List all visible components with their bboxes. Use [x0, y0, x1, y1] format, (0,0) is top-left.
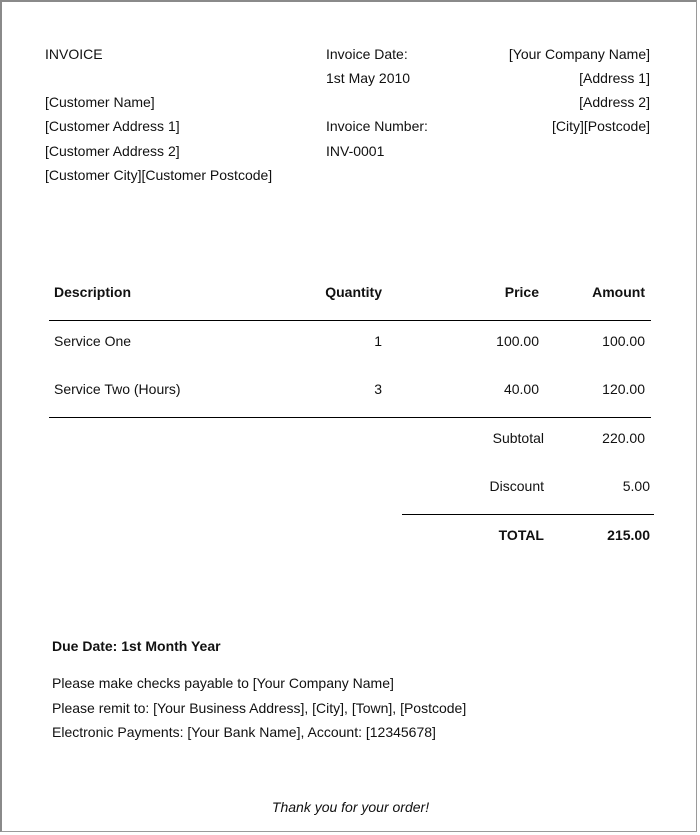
row-quantity: 1 [374, 333, 382, 349]
total-value: 215.00 [607, 527, 650, 543]
column-header-quantity: Quantity [325, 284, 382, 300]
row-amount: 120.00 [602, 381, 645, 397]
subtotal-value: 220.00 [602, 430, 645, 446]
invoice-title: INVOICE [45, 46, 103, 62]
customer-address-1: [Customer Address 1] [45, 118, 180, 134]
company-address-2: [Address 2] [579, 94, 650, 110]
discount-value: 5.00 [622, 478, 650, 494]
invoice-number-label: Invoice Number: [326, 118, 428, 134]
customer-name: [Customer Name] [45, 94, 155, 110]
totals-rule [402, 514, 654, 515]
table-bottom-rule [49, 417, 651, 418]
discount-label: Discount [489, 478, 544, 494]
table-header-rule [49, 320, 651, 321]
invoice-date-label: Invoice Date: [326, 46, 408, 62]
thank-you-note: Thank you for your order! [271, 799, 430, 815]
subtotal-label: Subtotal [492, 430, 544, 446]
customer-address-2: [Customer Address 2] [45, 143, 180, 159]
company-city-postcode: [City][Postcode] [551, 118, 650, 134]
row-amount: 100.00 [602, 333, 645, 349]
company-name: [Your Company Name] [508, 46, 650, 62]
row-description: Service Two (Hours) [54, 381, 181, 397]
row-description: Service One [54, 333, 132, 349]
row-price: 40.00 [503, 381, 539, 397]
invoice-number-value: INV-0001 [326, 143, 385, 159]
invoice-date-value: 1st May 2010 [326, 70, 411, 86]
column-header-description: Description [54, 284, 132, 300]
customer-city-postcode: [Customer City][Customer Postcode] [45, 167, 273, 183]
due-date: Due Date: 1st Month Year [52, 638, 221, 654]
payable-line: Please make checks payable to [Your Company Name] [52, 675, 394, 691]
electronic-payments-line: Electronic Payments: [Your Bank Name], Account: [12345678] [52, 724, 436, 740]
remit-line: Please remit to: [Your Business Address], [City], [Town], [Postcode] [52, 700, 467, 716]
total-label: TOTAL [498, 527, 544, 543]
row-quantity: 3 [374, 381, 382, 397]
column-header-amount: Amount [592, 284, 645, 300]
row-price: 100.00 [496, 333, 539, 349]
column-header-price: Price [504, 284, 539, 300]
company-address-1: [Address 1] [579, 70, 650, 86]
